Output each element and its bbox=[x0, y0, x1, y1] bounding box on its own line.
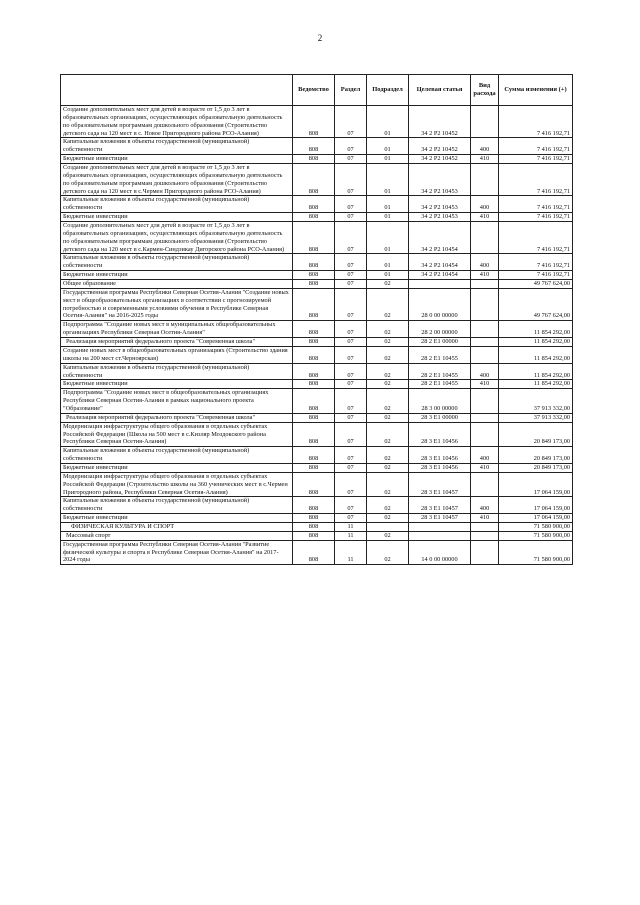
cell-name: Создание дополнительных мест для детей в возрасте от 1,5 до 3 лет в образовательных организациях, осуществляющих образовательную деятельность по образовательным программам дошкольного образования (Строительство детского сада на 120 мест в с. Новое Пригородного района РСО-Алания) bbox=[61, 106, 293, 138]
cell-section: 07 bbox=[335, 413, 367, 422]
cell-expense-type: 400 bbox=[471, 447, 499, 464]
cell-amount: 71 580 900,00 bbox=[499, 531, 573, 540]
cell-name: Бюджетные инвестиции bbox=[61, 213, 293, 222]
cell-subsection: 01 bbox=[367, 138, 409, 155]
cell-target: 34 2 P2 10452 bbox=[409, 138, 471, 155]
cell-subsection: 01 bbox=[367, 106, 409, 138]
cell-expense-type: 410 bbox=[471, 213, 499, 222]
cell-dept: 808 bbox=[293, 106, 335, 138]
cell-name: ФИЗИЧЕСКАЯ КУЛЬТУРА И СПОРТ bbox=[61, 522, 293, 531]
cell-subsection bbox=[367, 522, 409, 531]
cell-subsection: 02 bbox=[367, 447, 409, 464]
cell-expense-type bbox=[471, 222, 499, 254]
cell-amount: 7 416 192,71 bbox=[499, 271, 573, 280]
cell-subsection: 02 bbox=[367, 497, 409, 514]
cell-name: Капитальные вложения в объекты государственной (муниципальной) собственности bbox=[61, 497, 293, 514]
cell-expense-type bbox=[471, 389, 499, 414]
cell-target: 34 2 P2 10453 bbox=[409, 164, 471, 196]
cell-expense-type: 410 bbox=[471, 155, 499, 164]
cell-name: Государственная программа Республики Северная Осетия-Алания "Создание новых мест в общеобразовательных организациях в соответствии с прогнозируемой потребностью и современными условиями обучения в Республике Северная Осетия-Алания" на 2016-2025 годы bbox=[61, 288, 293, 320]
cell-expense-type: 400 bbox=[471, 363, 499, 380]
header-expense-type: Вид расхода bbox=[471, 75, 499, 106]
cell-expense-type bbox=[471, 540, 499, 565]
cell-name: Общее образование bbox=[61, 280, 293, 289]
header-target: Целевая статья bbox=[409, 75, 471, 106]
cell-amount: 7 416 192,71 bbox=[499, 138, 573, 155]
cell-dept: 808 bbox=[293, 389, 335, 414]
cell-dept: 808 bbox=[293, 380, 335, 389]
cell-dept: 808 bbox=[293, 346, 335, 363]
cell-amount: 17 064 159,00 bbox=[499, 514, 573, 523]
cell-target: 28 3 E1 10457 bbox=[409, 514, 471, 523]
cell-section: 07 bbox=[335, 280, 367, 289]
cell-target: 34 2 P2 10453 bbox=[409, 213, 471, 222]
cell-target: 28 2 E1 10455 bbox=[409, 380, 471, 389]
cell-amount: 20 849 173,00 bbox=[499, 463, 573, 472]
cell-section: 07 bbox=[335, 155, 367, 164]
cell-name: Реализация мероприятий федерального проекта "Современная школа" bbox=[61, 338, 293, 347]
cell-subsection: 02 bbox=[367, 531, 409, 540]
cell-amount: 11 854 292,00 bbox=[499, 380, 573, 389]
cell-target: 34 2 P2 10454 bbox=[409, 254, 471, 271]
cell-dept: 808 bbox=[293, 271, 335, 280]
cell-amount: 49 767 624,00 bbox=[499, 288, 573, 320]
table-row bbox=[61, 213, 573, 222]
cell-dept: 808 bbox=[293, 321, 335, 338]
cell-name: Массовый спорт bbox=[61, 531, 293, 540]
cell-target: 28 3 E1 10456 bbox=[409, 422, 471, 447]
cell-expense-type: 410 bbox=[471, 463, 499, 472]
cell-subsection: 01 bbox=[367, 213, 409, 222]
cell-target: 28 2 00 00000 bbox=[409, 321, 471, 338]
cell-amount: 17 064 159,00 bbox=[499, 472, 573, 497]
cell-amount: 20 849 173,00 bbox=[499, 422, 573, 447]
cell-dept: 808 bbox=[293, 222, 335, 254]
cell-amount: 11 854 292,00 bbox=[499, 346, 573, 363]
cell-target: 28 3 E1 10456 bbox=[409, 447, 471, 464]
cell-expense-type bbox=[471, 280, 499, 289]
table-row bbox=[61, 380, 573, 389]
cell-name: Бюджетные инвестиции bbox=[61, 380, 293, 389]
cell-dept: 808 bbox=[293, 463, 335, 472]
cell-subsection: 02 bbox=[367, 540, 409, 565]
header-section: Раздел bbox=[335, 75, 367, 106]
cell-name: Капитальные вложения в объекты государственной (муниципальной) собственности bbox=[61, 138, 293, 155]
header-amount: Сумма изменения (+) bbox=[499, 75, 573, 106]
table-row bbox=[61, 363, 573, 380]
cell-subsection: 02 bbox=[367, 413, 409, 422]
table-row bbox=[61, 346, 573, 363]
cell-section: 07 bbox=[335, 271, 367, 280]
cell-section: 07 bbox=[335, 389, 367, 414]
cell-subsection: 02 bbox=[367, 422, 409, 447]
cell-expense-type bbox=[471, 413, 499, 422]
cell-name: Бюджетные инвестиции bbox=[61, 271, 293, 280]
cell-section: 07 bbox=[335, 472, 367, 497]
cell-target: 34 2 P2 10454 bbox=[409, 271, 471, 280]
table-row bbox=[61, 271, 573, 280]
cell-subsection: 02 bbox=[367, 288, 409, 320]
cell-dept: 808 bbox=[293, 288, 335, 320]
table-row bbox=[61, 497, 573, 514]
table-row bbox=[61, 164, 573, 196]
cell-section: 07 bbox=[335, 497, 367, 514]
cell-section: 07 bbox=[335, 422, 367, 447]
table-row bbox=[61, 222, 573, 254]
cell-dept: 808 bbox=[293, 531, 335, 540]
cell-dept: 808 bbox=[293, 155, 335, 164]
cell-name: Бюджетные инвестиции bbox=[61, 514, 293, 523]
cell-amount: 7 416 192,71 bbox=[499, 222, 573, 254]
cell-section: 07 bbox=[335, 254, 367, 271]
cell-target bbox=[409, 522, 471, 531]
cell-subsection: 02 bbox=[367, 472, 409, 497]
cell-dept: 808 bbox=[293, 447, 335, 464]
table-row bbox=[61, 514, 573, 523]
cell-amount: 37 913 332,00 bbox=[499, 389, 573, 414]
cell-name: Подпрограмма "Создание новых мест в общеобразовательных организациях Республики Северная Осетия-Алания в рамках национального проекта "Образование" bbox=[61, 389, 293, 414]
table-row bbox=[61, 106, 573, 138]
cell-section: 07 bbox=[335, 222, 367, 254]
cell-dept: 808 bbox=[293, 497, 335, 514]
cell-subsection: 02 bbox=[367, 380, 409, 389]
cell-name: Бюджетные инвестиции bbox=[61, 155, 293, 164]
cell-section: 07 bbox=[335, 346, 367, 363]
header-name bbox=[61, 75, 293, 106]
cell-target: 14 0 00 00000 bbox=[409, 540, 471, 565]
header-subsection: Подраздел bbox=[367, 75, 409, 106]
cell-amount: 7 416 192,71 bbox=[499, 254, 573, 271]
cell-target: 28 3 00 00000 bbox=[409, 389, 471, 414]
page-number: 2 bbox=[317, 33, 323, 43]
cell-dept: 808 bbox=[293, 514, 335, 523]
cell-name: Капитальные вложения в объекты государственной (муниципальной) собственности bbox=[61, 254, 293, 271]
cell-section: 07 bbox=[335, 138, 367, 155]
cell-expense-type bbox=[471, 522, 499, 531]
cell-dept: 808 bbox=[293, 338, 335, 347]
cell-dept: 808 bbox=[293, 164, 335, 196]
cell-name: Создание новых мест в общеобразовательных организациях (Строительство здания школы на 200 мест ст.Черноярская) bbox=[61, 346, 293, 363]
cell-dept: 808 bbox=[293, 280, 335, 289]
table-row bbox=[61, 522, 573, 531]
cell-section: 07 bbox=[335, 463, 367, 472]
cell-section: 07 bbox=[335, 447, 367, 464]
table-header-row bbox=[61, 75, 573, 106]
cell-amount: 11 854 292,00 bbox=[499, 321, 573, 338]
cell-expense-type bbox=[471, 338, 499, 347]
cell-name: Модернизация инфраструктуры общего образования в отдельных субъектах Российской Федерации (Строительство школы на 360 ученических мест в с.Чермен Пригородного района, Республики Северная Осетия-Алания) bbox=[61, 472, 293, 497]
cell-subsection: 02 bbox=[367, 363, 409, 380]
cell-subsection: 01 bbox=[367, 196, 409, 213]
table-row bbox=[61, 321, 573, 338]
cell-subsection: 02 bbox=[367, 514, 409, 523]
cell-dept: 808 bbox=[293, 196, 335, 213]
cell-dept: 808 bbox=[293, 422, 335, 447]
table-row bbox=[61, 338, 573, 347]
cell-name: Капитальные вложения в объекты государственной (муниципальной) собственности bbox=[61, 447, 293, 464]
cell-name: Подпрограмма "Создание новых мест в муниципальных общеобразовательных организациях Республики Северная Осетия-Алания" bbox=[61, 321, 293, 338]
cell-dept: 808 bbox=[293, 254, 335, 271]
cell-section: 07 bbox=[335, 363, 367, 380]
cell-section: 07 bbox=[335, 288, 367, 320]
cell-expense-type: 410 bbox=[471, 514, 499, 523]
budget-table bbox=[60, 74, 573, 565]
cell-expense-type: 400 bbox=[471, 497, 499, 514]
cell-target: 28 3 E1 10456 bbox=[409, 463, 471, 472]
cell-amount: 11 854 292,00 bbox=[499, 363, 573, 380]
table-row bbox=[61, 254, 573, 271]
cell-section: 07 bbox=[335, 514, 367, 523]
table-row bbox=[61, 472, 573, 497]
cell-dept: 808 bbox=[293, 363, 335, 380]
cell-dept: 808 bbox=[293, 540, 335, 565]
table-row bbox=[61, 155, 573, 164]
cell-name: Государственная программа Республики Северная Осетия-Алания "Развитие физической культуры и спорта в Республике Северная Осетия-Алания" на 2017-2024 годы bbox=[61, 540, 293, 565]
cell-section: 07 bbox=[335, 380, 367, 389]
cell-target: 28 3 E1 00000 bbox=[409, 413, 471, 422]
cell-target: 28 3 E1 10457 bbox=[409, 472, 471, 497]
cell-dept: 808 bbox=[293, 138, 335, 155]
cell-amount: 7 416 192,71 bbox=[499, 213, 573, 222]
cell-amount: 7 416 192,71 bbox=[499, 155, 573, 164]
cell-name: Капитальные вложения в объекты государственной (муниципальной) собственности bbox=[61, 363, 293, 380]
cell-name: Создание дополнительных мест для детей в возрасте от 1,5 до 3 лет в образовательных организациях, осуществляющих образовательную деятельность по образовательным программам дошкольного образования (Строительство детского сада на 120 мест в с.Кармен-Синдзикау Дигорского района РСО-Алания) bbox=[61, 222, 293, 254]
cell-name: Модернизация инфраструктуры общего образования в отдельных субъектах Российской Федерации (Школа на 500 мест в с.Кизляр Моздокского района Республики Северная Осетия-Алания) bbox=[61, 422, 293, 447]
table-body bbox=[61, 106, 573, 565]
cell-section: 11 bbox=[335, 531, 367, 540]
header-dept: Ведомство bbox=[293, 75, 335, 106]
cell-subsection: 01 bbox=[367, 254, 409, 271]
cell-target bbox=[409, 531, 471, 540]
cell-target: 34 2 P2 10454 bbox=[409, 222, 471, 254]
table-row bbox=[61, 288, 573, 320]
table-row bbox=[61, 531, 573, 540]
cell-subsection: 02 bbox=[367, 389, 409, 414]
cell-subsection: 01 bbox=[367, 164, 409, 196]
cell-dept: 808 bbox=[293, 213, 335, 222]
cell-subsection: 02 bbox=[367, 346, 409, 363]
cell-target: 34 2 P2 10452 bbox=[409, 106, 471, 138]
cell-amount: 11 854 292,00 bbox=[499, 338, 573, 347]
cell-amount: 71 580 900,00 bbox=[499, 540, 573, 565]
table-row bbox=[61, 463, 573, 472]
cell-target: 28 2 E1 10455 bbox=[409, 346, 471, 363]
cell-expense-type: 400 bbox=[471, 138, 499, 155]
cell-section: 07 bbox=[335, 213, 367, 222]
cell-section: 07 bbox=[335, 196, 367, 213]
cell-name: Капитальные вложения в объекты государственной (муниципальной) собственности bbox=[61, 196, 293, 213]
table-row bbox=[61, 540, 573, 565]
cell-subsection: 02 bbox=[367, 321, 409, 338]
table-row bbox=[61, 413, 573, 422]
cell-expense-type: 410 bbox=[471, 271, 499, 280]
cell-subsection: 01 bbox=[367, 222, 409, 254]
cell-section: 07 bbox=[335, 321, 367, 338]
cell-expense-type: 400 bbox=[471, 254, 499, 271]
cell-name: Создание дополнительных мест для детей в возрасте от 1,5 до 3 лет в образовательных организациях, осуществляющих образовательную деятельность по образовательным программам дошкольного образования (Строительство детского сада на 120 мест в с.Чермен Пригородного района РСО-Алания) bbox=[61, 164, 293, 196]
cell-amount: 7 416 192,71 bbox=[499, 196, 573, 213]
cell-amount: 7 416 192,71 bbox=[499, 106, 573, 138]
cell-target: 34 2 P2 10453 bbox=[409, 196, 471, 213]
cell-target: 28 0 00 00000 bbox=[409, 288, 471, 320]
cell-name: Реализация мероприятий федерального проекта "Современная школа" bbox=[61, 413, 293, 422]
cell-target: 28 2 E1 10455 bbox=[409, 363, 471, 380]
cell-section: 11 bbox=[335, 522, 367, 531]
table-row bbox=[61, 422, 573, 447]
cell-expense-type bbox=[471, 164, 499, 196]
table-row bbox=[61, 196, 573, 213]
cell-section: 11 bbox=[335, 540, 367, 565]
table-row bbox=[61, 389, 573, 414]
cell-expense-type: 410 bbox=[471, 380, 499, 389]
cell-section: 07 bbox=[335, 164, 367, 196]
cell-dept: 808 bbox=[293, 472, 335, 497]
cell-expense-type bbox=[471, 106, 499, 138]
cell-expense-type bbox=[471, 321, 499, 338]
cell-expense-type: 400 bbox=[471, 196, 499, 213]
cell-section: 07 bbox=[335, 106, 367, 138]
cell-subsection: 01 bbox=[367, 155, 409, 164]
cell-section: 07 bbox=[335, 338, 367, 347]
cell-subsection: 02 bbox=[367, 280, 409, 289]
cell-subsection: 02 bbox=[367, 338, 409, 347]
cell-target: 28 3 E1 10457 bbox=[409, 497, 471, 514]
cell-amount: 7 416 192,71 bbox=[499, 164, 573, 196]
cell-dept: 808 bbox=[293, 522, 335, 531]
cell-amount: 20 849 173,00 bbox=[499, 447, 573, 464]
cell-dept: 808 bbox=[293, 413, 335, 422]
table-row bbox=[61, 280, 573, 289]
table-row bbox=[61, 138, 573, 155]
cell-expense-type bbox=[471, 531, 499, 540]
cell-target bbox=[409, 280, 471, 289]
table-row bbox=[61, 447, 573, 464]
cell-subsection: 01 bbox=[367, 271, 409, 280]
cell-amount: 17 064 159,00 bbox=[499, 497, 573, 514]
cell-expense-type bbox=[471, 346, 499, 363]
cell-expense-type bbox=[471, 288, 499, 320]
cell-subsection: 02 bbox=[367, 463, 409, 472]
cell-name: Бюджетные инвестиции bbox=[61, 463, 293, 472]
cell-expense-type bbox=[471, 422, 499, 447]
cell-amount: 37 913 332,00 bbox=[499, 413, 573, 422]
cell-amount: 71 580 900,00 bbox=[499, 522, 573, 531]
cell-target: 34 2 P2 10452 bbox=[409, 155, 471, 164]
cell-amount: 49 767 624,00 bbox=[499, 280, 573, 289]
cell-expense-type bbox=[471, 472, 499, 497]
cell-target: 28 2 E1 00000 bbox=[409, 338, 471, 347]
